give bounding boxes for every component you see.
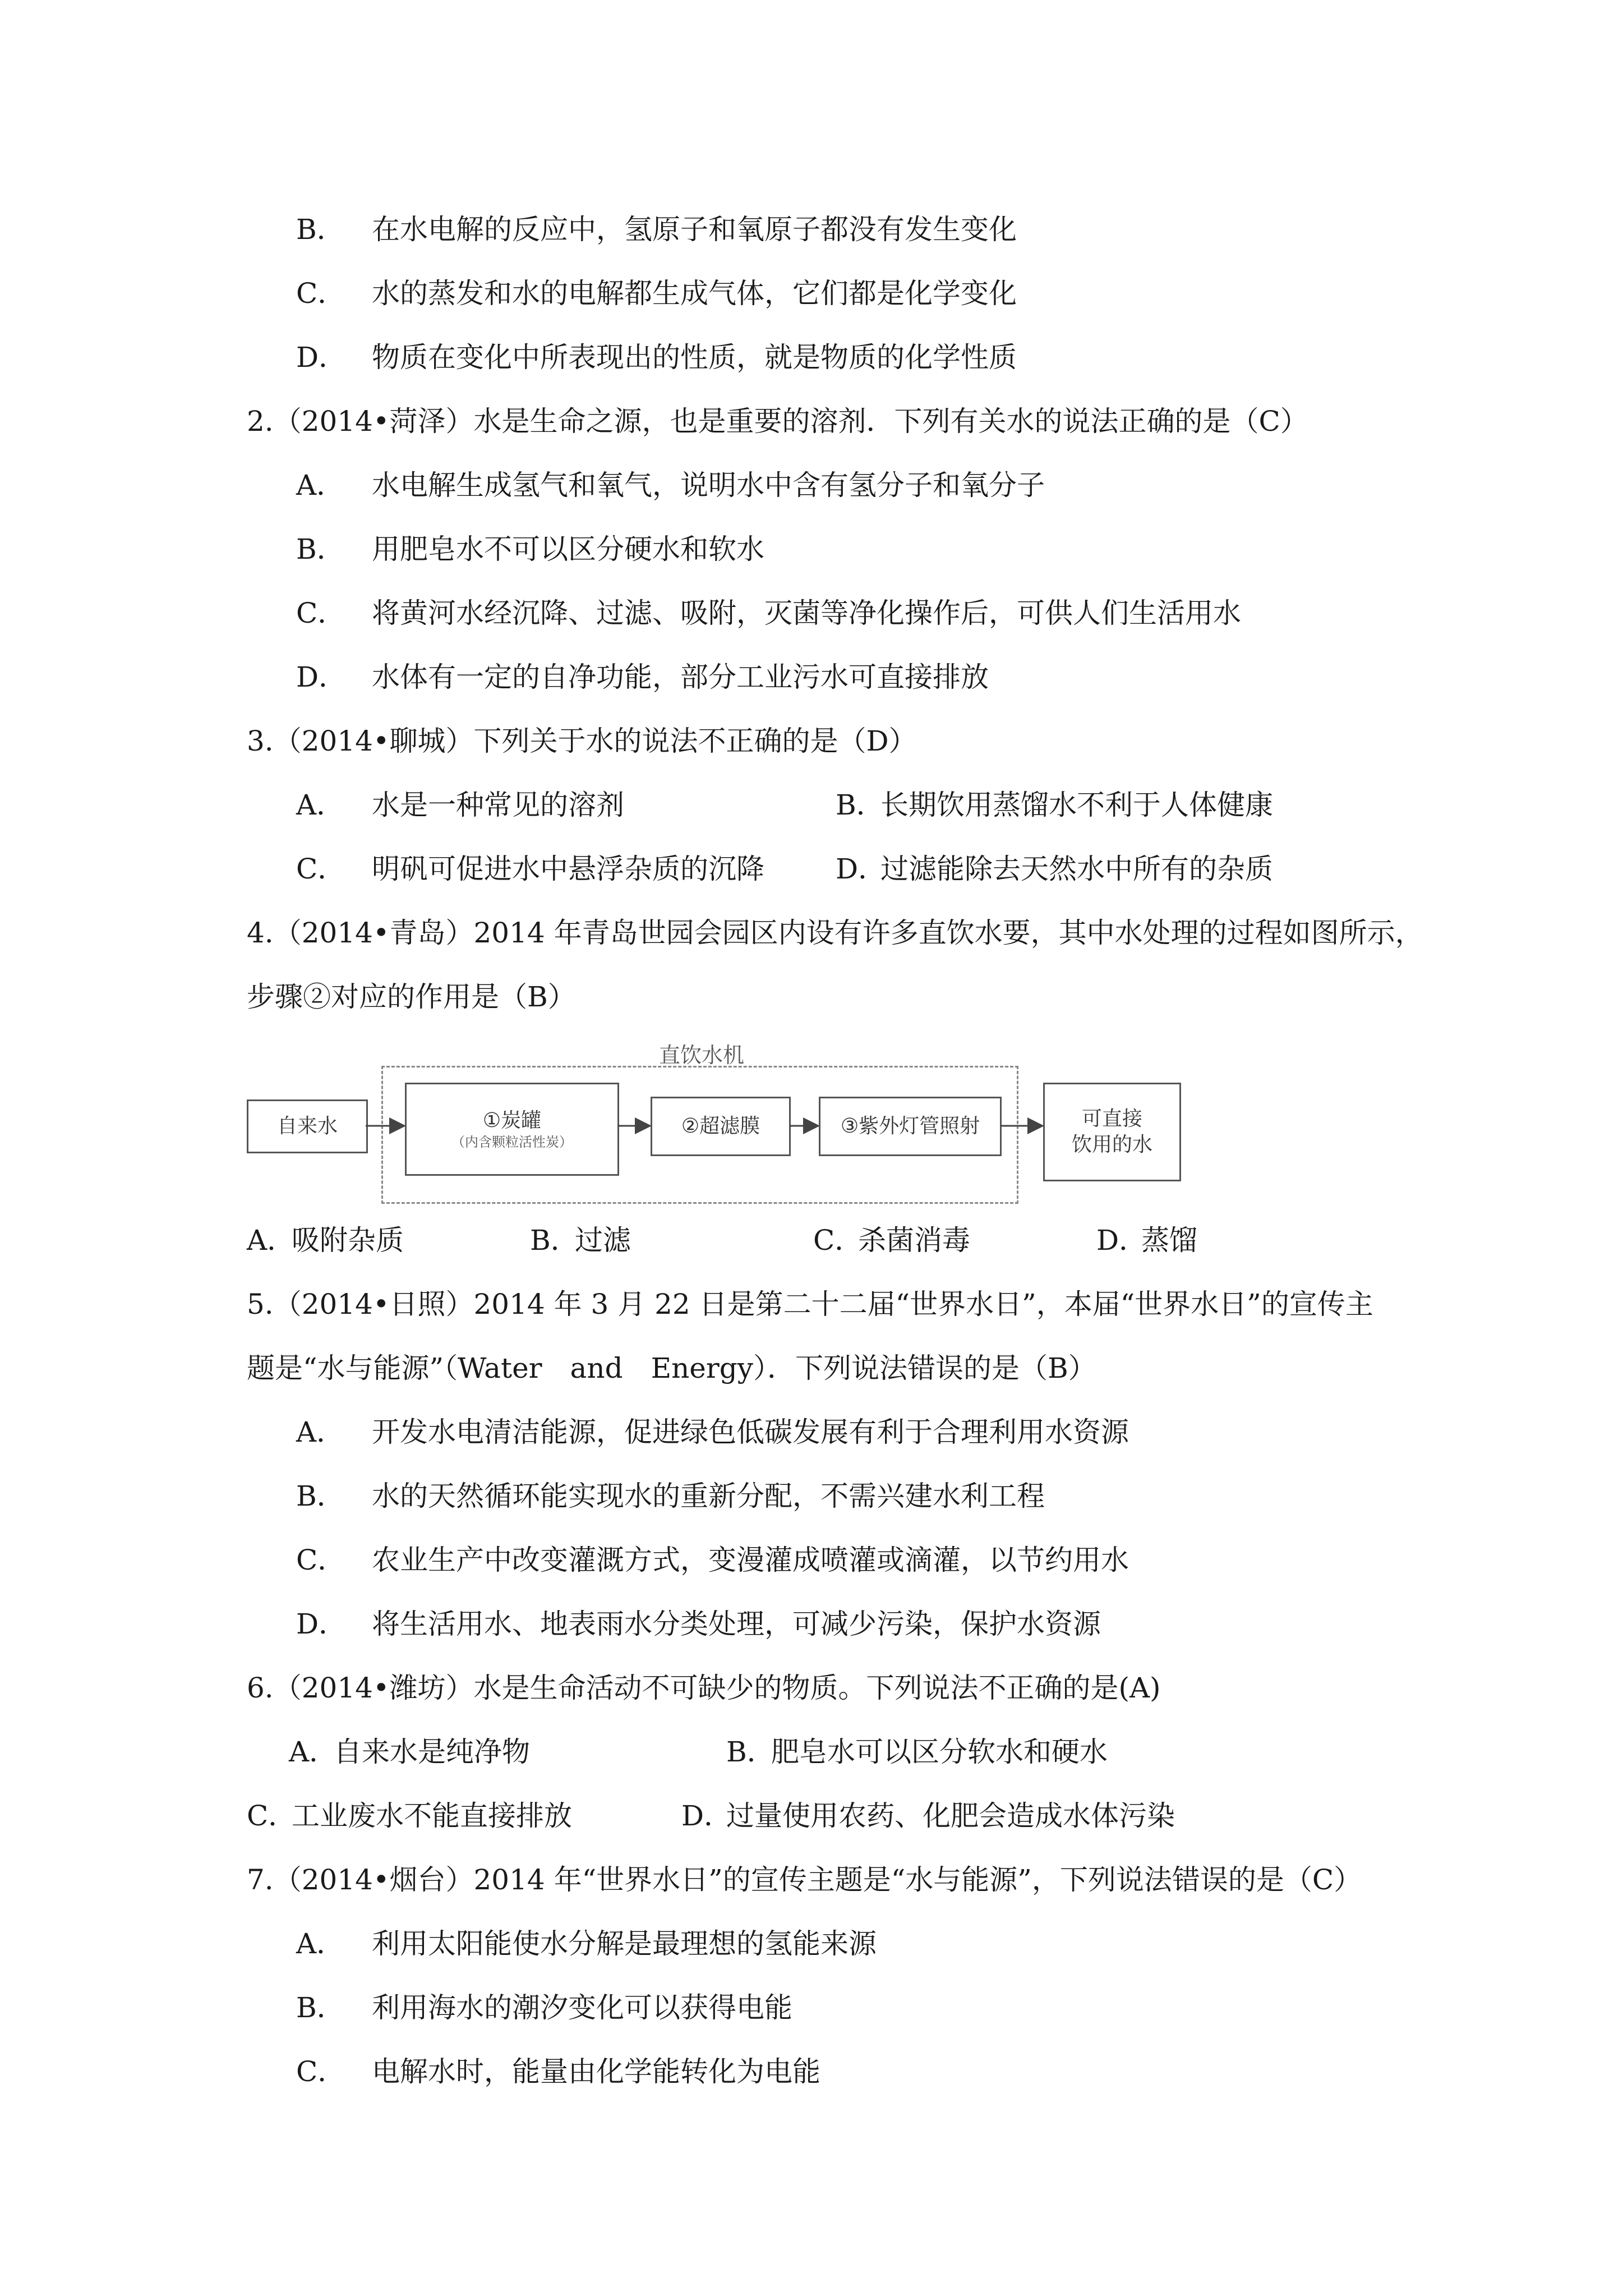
option-text: 蒸馏 — [1141, 1224, 1197, 1257]
option-label: A． — [296, 789, 345, 821]
q4-option-c — [813, 1223, 970, 1258]
output-label-1: 可直接 — [1081, 1107, 1142, 1130]
q6-option-c — [247, 1798, 572, 1833]
machine-title: 直饮水机 — [659, 1043, 745, 1068]
source-label: 自来水 — [276, 1115, 338, 1138]
option-text: 自来水是纯净物 — [334, 1736, 530, 1768]
q6-option-a — [289, 1734, 530, 1769]
option-label: A． — [296, 1927, 345, 1960]
option-label: A． — [296, 469, 345, 501]
option-label: D． — [836, 853, 887, 885]
option-text: 开发水电清洁能源，促进绿色低碳发展有利于合理利用水资源 — [372, 1416, 1129, 1448]
option-text: 将黄河水经沉降、过滤、吸附，灭菌等净化操作后，可供人们生活用水 — [372, 597, 1241, 629]
q2-option-d — [296, 660, 989, 694]
step1-note: （内含颗粒活性炭） — [451, 1134, 573, 1150]
q5-option-c — [296, 1543, 1129, 1577]
option-label: C． — [247, 1800, 297, 1832]
q7-option-b — [296, 1990, 792, 2025]
q6-stem: 6.（2014•潍坊）水是生命活动不可缺少的物质。下列说法不正确的是(A) — [247, 1672, 1161, 1704]
q5-option-a — [296, 1415, 1129, 1450]
q5-stem-line1: 5.（2014•日照）2014 年 3 月 22 日是第二十二届“世界水日”，本届“世界水日”的宣传主 — [247, 1288, 1373, 1320]
option-text: 在水电解的反应中，氢原子和氧原子都没有发生变化 — [372, 213, 1017, 246]
option-text: 利用太阳能使水分解是最理想的氢能来源 — [372, 1927, 877, 1960]
option-text: 农业生产中改变灌溉方式，变漫灌成喷灌或滴灌，以节约用水 — [372, 1544, 1129, 1576]
option-text: 水的天然循环能实现水的重新分配，不需兴建水利工程 — [372, 1480, 1045, 1512]
option-label: C． — [813, 1224, 863, 1257]
step1-label: ①炭罐 — [482, 1109, 542, 1132]
option-text: 利用海水的潮汐变化可以获得电能 — [372, 1991, 792, 2024]
q5-option-d — [296, 1607, 1101, 1641]
option-text: 明矾可促进水中悬浮杂质的沉降 — [372, 853, 764, 885]
option-text: 长期饮用蒸馏水不利于人体健康 — [880, 789, 1273, 821]
output-label-2: 饮用的水 — [1071, 1133, 1152, 1156]
q6-option-b — [726, 1734, 1108, 1769]
q4-option-a — [247, 1223, 404, 1258]
q2-option-b — [296, 532, 764, 567]
q4-option-d — [1096, 1223, 1197, 1258]
option-label: B． — [296, 213, 345, 246]
q6-option-d — [681, 1798, 1175, 1833]
q4-option-b — [530, 1223, 631, 1258]
q1-option-c — [296, 276, 1017, 311]
option-label: B． — [296, 1991, 345, 2024]
q3-option-b — [836, 788, 1273, 822]
q5-option-b — [296, 1479, 1045, 1513]
option-label: D． — [681, 1800, 732, 1832]
option-label: C． — [296, 853, 346, 885]
q3-option-a — [296, 788, 624, 822]
option-text: 将生活用水、地表雨水分类处理，可减少污染，保护水资源 — [372, 1608, 1101, 1640]
option-label: A． — [289, 1736, 338, 1768]
q4-stem-line2: 步骤②对应的作用是（B） — [247, 981, 576, 1013]
q7-option-a — [296, 1926, 877, 1961]
option-label: C． — [296, 277, 346, 310]
option-label: B． — [726, 1736, 775, 1768]
option-label: C． — [296, 1544, 346, 1576]
q3-option-d — [836, 852, 1273, 886]
option-label: D． — [296, 1608, 347, 1640]
option-label: D． — [296, 661, 347, 693]
option-label: D． — [296, 341, 347, 374]
option-text: 过量使用农药、化肥会造成水体污染 — [726, 1800, 1175, 1832]
option-text: 水是一种常见的溶剂 — [372, 789, 624, 821]
option-text: 电解水时，能量由化学能转化为电能 — [372, 2055, 820, 2088]
option-text: 物质在变化中所表现出的性质，就是物质的化学性质 — [372, 341, 1017, 374]
water-process-diagram — [247, 1038, 1189, 1217]
option-text: 用肥皂水不可以区分硬水和软水 — [372, 533, 764, 565]
option-label: C． — [296, 2055, 346, 2088]
q3-option-c — [296, 852, 764, 886]
option-text: 肥皂水可以区分软水和硬水 — [771, 1736, 1108, 1768]
q3-stem: 3.（2014•聊城）下列关于水的说法不正确的是（D） — [247, 725, 917, 757]
option-label: A． — [247, 1224, 296, 1257]
q2-stem: 2.（2014•菏泽）水是生命之源，也是重要的溶剂．下列有关水的说法正确的是（C） — [247, 405, 1308, 438]
option-text: 水的蒸发和水的电解都生成气体，它们都是化学变化 — [372, 277, 1017, 310]
option-text: 工业废水不能直接排放 — [292, 1800, 572, 1832]
q1-option-d — [296, 340, 1017, 375]
option-text: 吸附杂质 — [292, 1224, 404, 1257]
option-text: 水体有一定的自净功能，部分工业污水可直接排放 — [372, 661, 989, 693]
option-label: B． — [530, 1224, 579, 1257]
q2-option-c — [296, 596, 1241, 631]
option-text: 杀菌消毒 — [858, 1224, 970, 1257]
q5-stem-line2: 题是“水与能源”（Water and Energy）．下列说法错误的是（B） — [247, 1352, 1096, 1384]
option-label: B． — [296, 1480, 345, 1512]
option-text: 水电解生成氢气和氧气，说明水中含有氢分子和氧分子 — [372, 469, 1045, 501]
q4-stem-line1: 4.（2014•青岛）2014 年青岛世园会园区内设有许多直饮水要，其中水处理的过程如图所示， — [247, 917, 1423, 949]
option-label: A． — [296, 1416, 345, 1448]
option-label: D． — [1096, 1224, 1147, 1257]
option-text: 过滤能除去天然水中所有的杂质 — [880, 853, 1273, 885]
q7-option-c — [296, 2054, 820, 2089]
q1-option-b — [296, 212, 1017, 247]
q7-stem: 7.（2014•烟台）2014 年“世界水日”的宣传主题是“水与能源”，下列说法错误的是（C） — [247, 1864, 1362, 1896]
option-label: C． — [296, 597, 346, 629]
step2-label: ②超滤膜 — [681, 1115, 760, 1138]
step3-label: ③紫外灯管照射 — [840, 1115, 980, 1138]
q2-option-a — [296, 468, 1045, 503]
flow-arrows — [247, 1038, 1189, 1217]
option-label: B． — [296, 533, 345, 565]
option-text: 过滤 — [575, 1224, 631, 1257]
option-label: B． — [836, 789, 884, 821]
